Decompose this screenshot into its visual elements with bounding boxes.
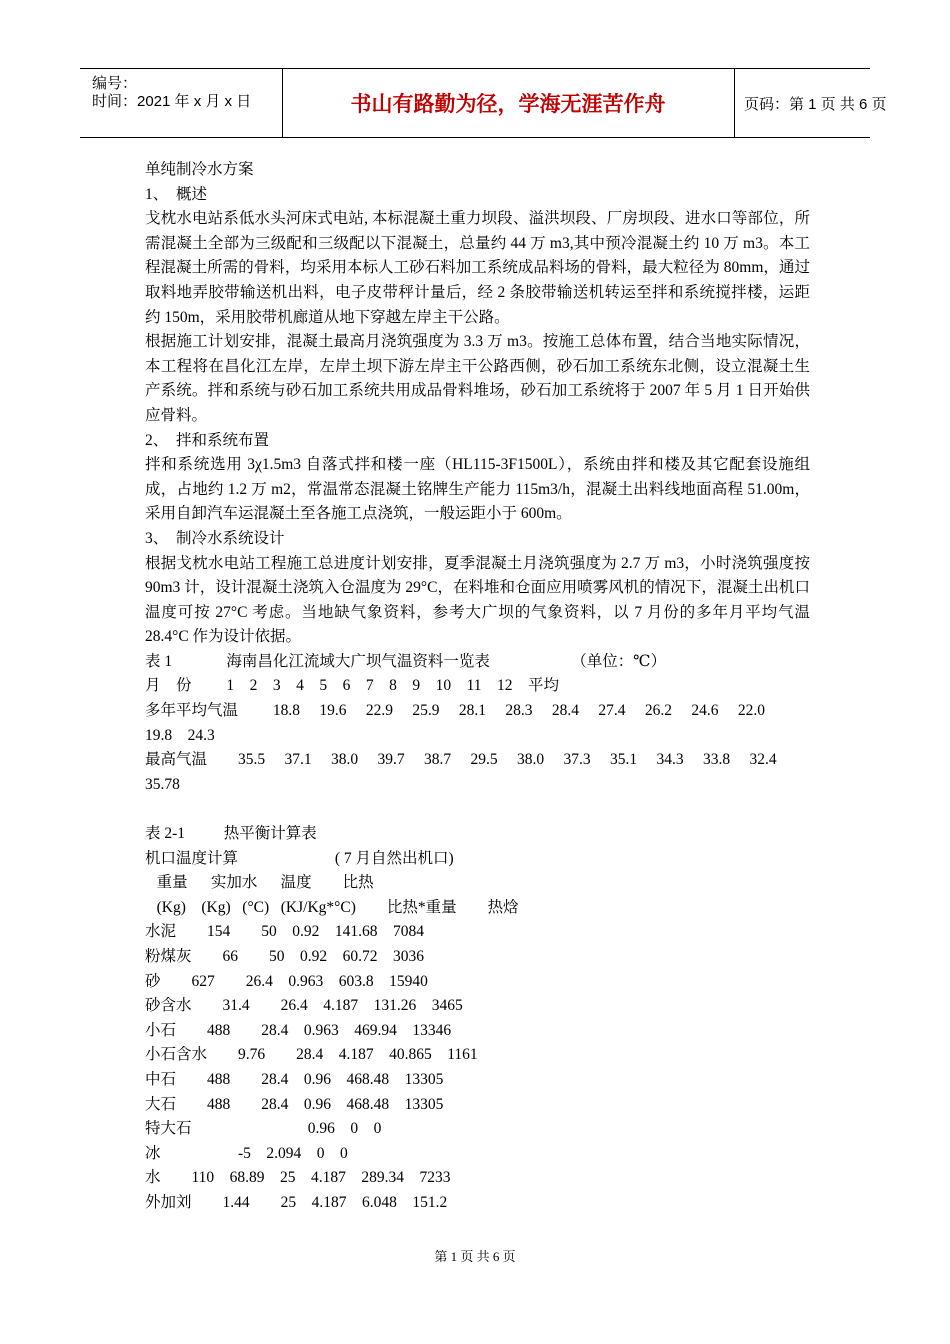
table-row: 砂 627 26.4 0.963 603.8 15940: [145, 972, 428, 990]
table-row: 粉煤灰 66 50 0.92 60.72 3036: [145, 948, 425, 965]
table-1-caption: 表 1 海南昌化江流域大广坝气温资料一览表 （单位：℃）: [145, 652, 667, 670]
doc-date-label: 时间：2021 年 x 月 x 日: [92, 93, 252, 110]
section-1-paragraph-2: 根据施工计划安排，混凝土最高月浇筑强度为 3.3 万 m3。按施工总体布置，结合当地实际情况，本工程将在昌化江左岸，左岸土坝下游左岸主干公路西侧，砂石加工系统东北侧，设立混凝土生产系统。拌和系统与砂石加工系统共用成品骨料堆场，砂石加工系统将于 2007 年 5 月 1 日开始供应骨料。: [145, 333, 810, 424]
table-row: 小石含水 9.76 28.4 4.187 40.865 1161: [145, 1046, 478, 1064]
table-row: 小石 488 28.4 0.963 469.94 13346: [145, 1021, 452, 1039]
table-row: 外加刘 1.44 25 4.187 6.048 151.2: [145, 1193, 448, 1211]
doc-title: 单纯制冷水方案: [145, 161, 254, 178]
table-2-subcaption: 机口温度计算 ( 7 月自然出机口): [145, 849, 454, 867]
document-body: [145, 158, 810, 1216]
header-motto: 书山有路勤为径，学海无涯苦作舟: [282, 69, 735, 137]
table-row: 冰 -5 2.094 0 0: [145, 1144, 348, 1162]
section-1-paragraph-1: 戈枕水电站系低水头河床式电站, 本标混凝土重力坝段、溢洪坝段、厂房坝段、进水口等部位，所需混凝土全部为三级配和三级配以下混凝土，总量约 44 万 m3,其中预冷混凝土约 10 万 m3。本工程混凝土所需的骨料，均采用本标人工砂石料加工系统成品料场的骨料，最大粒径为 80mm，通过取料地弄胶带输送机出料，电子皮带秤计量后，经 2 条胶带输送机转运至拌和系统搅拌楼，运距约 150m，采用胶带机廊道从地下穿越左岸主干公路。: [145, 210, 810, 326]
table-1-header-row: 月 份 1 2 3 4 5 6 7 8 9 10 11 12 平均: [145, 677, 560, 695]
header-page-label: 页码：第 1 页 共 6 页: [744, 95, 887, 113]
table-2-caption: 表 2-1 热平衡计算表: [145, 825, 317, 843]
section-2-heading: 2、 拌和系统布置: [145, 431, 270, 449]
table-row: 水 110 68.89 25 4.187 289.34 7233: [145, 1169, 451, 1187]
table-row: 中石 488 28.4 0.96 468.48 13305: [145, 1070, 444, 1088]
header-meta: [80, 69, 283, 137]
table-row: 大石 488 28.4 0.96 468.48 13305: [145, 1095, 444, 1113]
section-3-paragraph-1: 根据戈枕水电站工程施工总进度计划安排，夏季混凝土月浇筑强度为 2.7 万 m3，小时浇筑强度按 90m3 计，设计混凝土浇筑入仓温度为 29°C，在料堆和仓面应用喷雾风机的情况下，混凝土出机口温度可按 27°C 考虑。当地缺气象资料，参考大广坝的气象资料，以 7 月份的多年月平均气温 28.4°C 作为设计依据。: [145, 554, 810, 646]
page-footer: 第 1 页 共 6 页: [434, 1249, 516, 1264]
table-row: 水泥 154 50 0.92 141.68 7084: [145, 923, 425, 941]
doc-number-label: 编号：: [92, 75, 138, 92]
table-2-header-row-2: (Kg) (Kg) (°C) (KJ/Kg*°C) 比热*重量 热焓: [145, 898, 519, 916]
section-2-paragraph-1: 拌和系统选用 3χ1.5m3 自落式拌和楼一座（HL115-3F1500L），系统由拌和楼及其它配套设施组成，占地约 1.2 万 m2，常温常态混凝土铭牌生产能力 115m3/h，混凝土出料线地面高程 51.00m，采用自卸汽车运混凝土至各施工点浇筑，一般运距小于 600m。: [145, 456, 810, 523]
document-header: [80, 68, 887, 138]
section-1-heading: 1、 概述: [145, 185, 208, 203]
section-3-heading: 3、 制冷水系统设计: [145, 529, 285, 547]
table-1-avg-row-cont: 19.8 24.3: [145, 726, 215, 744]
table-2-header-row-1: 重量 实加水 温度 比热: [145, 874, 374, 892]
spacer: [145, 797, 810, 822]
table-1-max-row: 最高气温 35.5 37.1 38.0 39.7 38.7 29.5 38.0 37.3 35.1 34.3 33.8 32.4: [145, 751, 777, 769]
table-row: 特大石 0.96 0 0: [145, 1120, 382, 1138]
table-1-avg-row: 多年平均气温 18.8 19.6 22.9 25.9 28.1 28.3 28.4 27.4 26.2 24.6 22.0: [145, 702, 766, 720]
table-1-max-row-cont: 35.78: [145, 775, 180, 793]
table-row: 砂含水 31.4 26.4 4.187 131.26 3465: [145, 997, 463, 1015]
